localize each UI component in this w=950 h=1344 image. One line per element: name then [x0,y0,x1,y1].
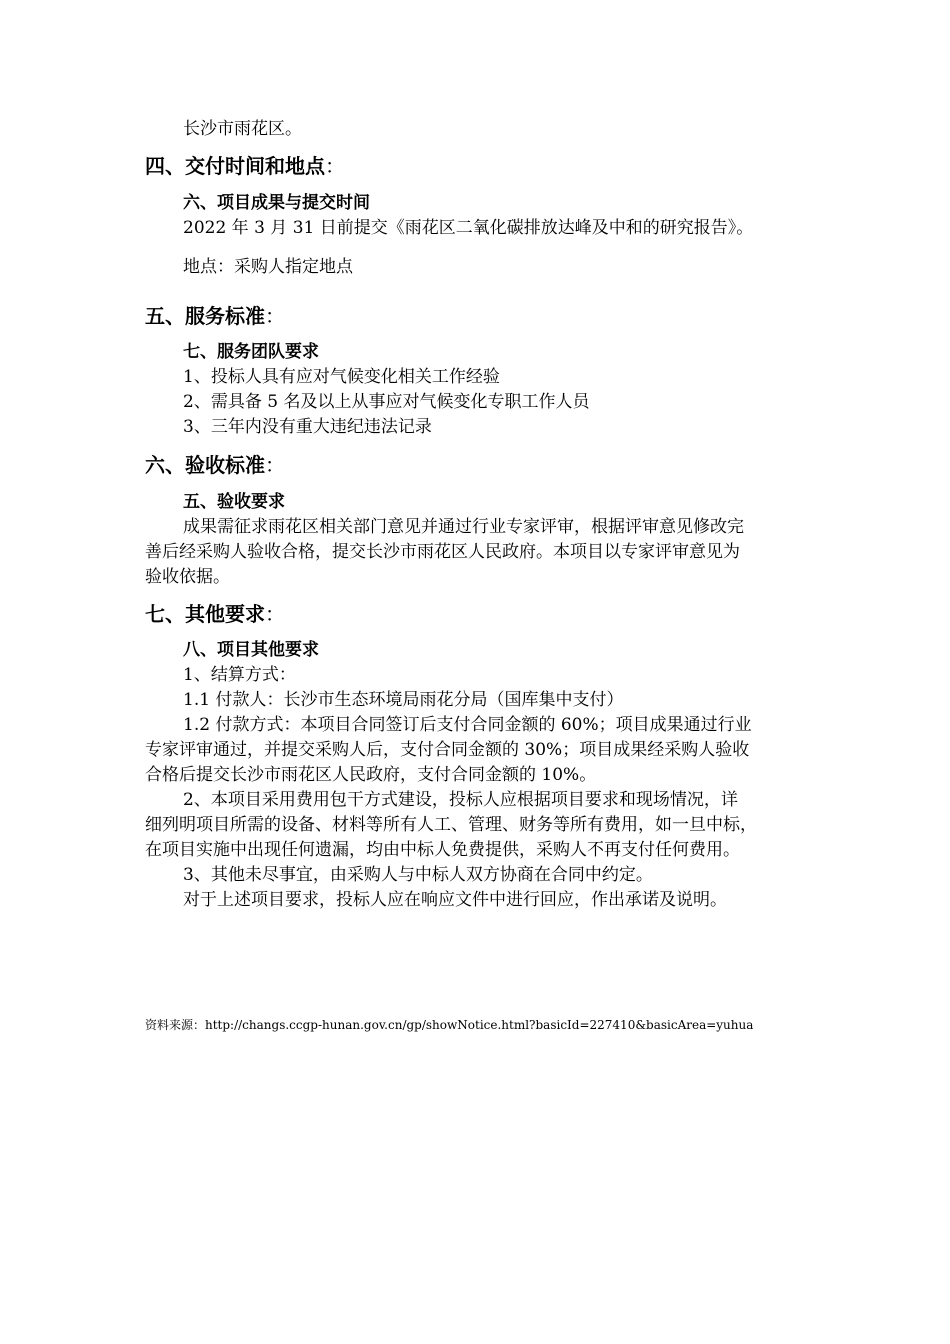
text-line: 长沙市雨花区。 [183,119,302,139]
heading-colon: ： [265,453,285,477]
section-heading-5 [145,302,285,330]
heading-colon: ： [325,154,345,178]
list-item: 3、三年内没有重大违纪违法记录 [183,417,432,437]
list-item: 1、投标人具有应对气候变化相关工作经验 [183,367,500,387]
text-line: 1.1 付款人：长沙市生态环境局雨花分局（国库集中支付） [183,690,624,710]
source-note: 资料来源：http://changs.ccgp-hunan.gov.cn/gp/showNotice.html?basicId=227410&basicArea=yuhua [145,1018,754,1032]
subsection-heading: 七、服务团队要求 [183,342,319,362]
section-heading-text: 六、验收标准 [145,453,265,477]
section-heading-6 [145,451,285,479]
text-line: 1、结算方式： [183,665,296,685]
list-item: 2、需具备 5 名及以上从事应对气候变化专职工作人员 [183,392,590,412]
heading-colon: ： [265,602,285,626]
text-line: 地点：采购人指定地点 [183,257,353,277]
text-line: 2、本项目采用费用包干方式建设，投标人应根据项目要求和现场情况，详 [183,790,738,810]
section-heading-text: 四、交付时间和地点 [145,154,325,178]
text-line: 3、其他未尽事宜，由采购人与中标人双方协商在合同中约定。 [183,865,653,885]
section-heading-4 [145,152,345,180]
subsection-heading: 六、项目成果与提交时间 [183,193,370,213]
subsection-heading: 八、项目其他要求 [183,640,319,660]
text-line: 1.2 付款方式：本项目合同签订后支付合同金额的 60%；项目成果通过行业 [183,715,752,735]
text-line: 专家评审通过，并提交采购人后，支付合同金额的 30%；项目成果经采购人验收 [145,740,750,760]
heading-colon: ： [265,304,285,328]
section-heading-text: 五、服务标准 [145,304,265,328]
text-line: 对于上述项目要求，投标人应在响应文件中进行回应，作出承诺及说明。 [183,890,727,910]
section-heading-7 [145,600,285,628]
text-line: 在项目实施中出现任何遗漏，均由中标人免费提供，采购人不再支付任何费用。 [145,840,740,860]
subsection-heading: 五、验收要求 [183,492,285,512]
text-line: 2022 年 3 月 31 日前提交《雨花区二氧化碳排放达峰及中和的研究报告》。 [183,218,754,238]
text-line: 善后经采购人验收合格，提交长沙市雨花区人民政府。本项目以专家评审意见为 [145,542,740,562]
section-heading-text: 七、其他要求 [145,602,265,626]
text-line: 合格后提交长沙市雨花区人民政府，支付合同金额的 10%。 [145,765,597,785]
text-line: 验收依据。 [145,567,230,587]
text-line: 成果需征求雨花区相关部门意见并通过行业专家评审，根据评审意见修改完 [183,517,744,537]
text-line: 细列明项目所需的设备、材料等所有人工、管理、财务等所有费用，如一旦中标， [145,815,757,835]
